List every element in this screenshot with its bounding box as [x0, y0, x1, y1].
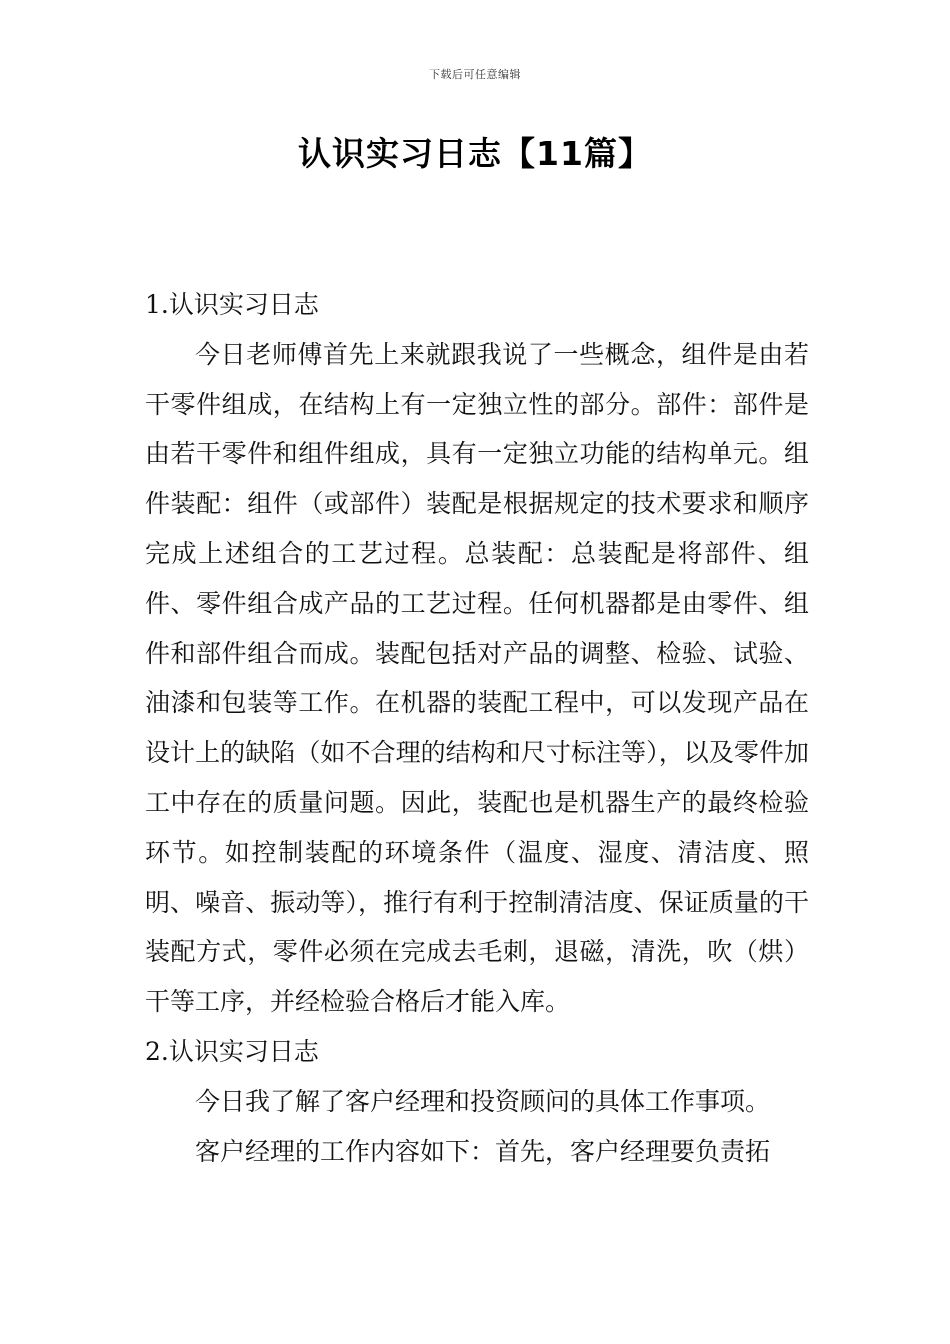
paragraph: 今日我了解了客户经理和投资顾问的具体工作事项。	[195, 1086, 771, 1116]
section-heading: 2.认识实习日志	[145, 1036, 319, 1066]
document-title: 认识实习日志【11篇】	[298, 134, 652, 173]
header-note: 下载后可任意编辑	[429, 68, 521, 81]
paragraph: 今日老师傅首先上来就跟我说了一些概念，组件是由若干零件组成，在结构上有一定独立性的部分。部件：部件是由若干零件和组件组成，具有一定独立功能的结构单元。组件装配：组件（或部件）装配是根据规定的技术要求和顺序完成上述组合的工艺过程。总装配：总装配是将部件、组件、零件组合成产品的工艺过程。任何机器都是由零件、组件和部件组合而成。装配包括对产品的调整、检验、试验、油漆和包装等工作。在机器的装配工程中，可以发现产品在设计上的缺陷（如不合理的结构和尺寸标注等），以及零件加工中存在的质量问题。因此，装配也是机器生产的最终检验环节。如控制装配的环境条件（温度、湿度、清洁度、照明、噪音、振动等），推行有利于控制清洁度、保证质量的干装配方式，零件必须在完成去毛刺，退磁，清洗，吹（烘）干等工序，并经检验合格后才能入库。	[145, 339, 809, 1017]
section-heading: 1.认识实习日志	[145, 290, 319, 319]
document-body	[145, 280, 809, 1176]
section-1	[145, 280, 809, 1027]
section-2	[145, 1027, 809, 1176]
paragraph: 客户经理的工作内容如下：首先，客户经理要负责拓	[195, 1136, 771, 1166]
